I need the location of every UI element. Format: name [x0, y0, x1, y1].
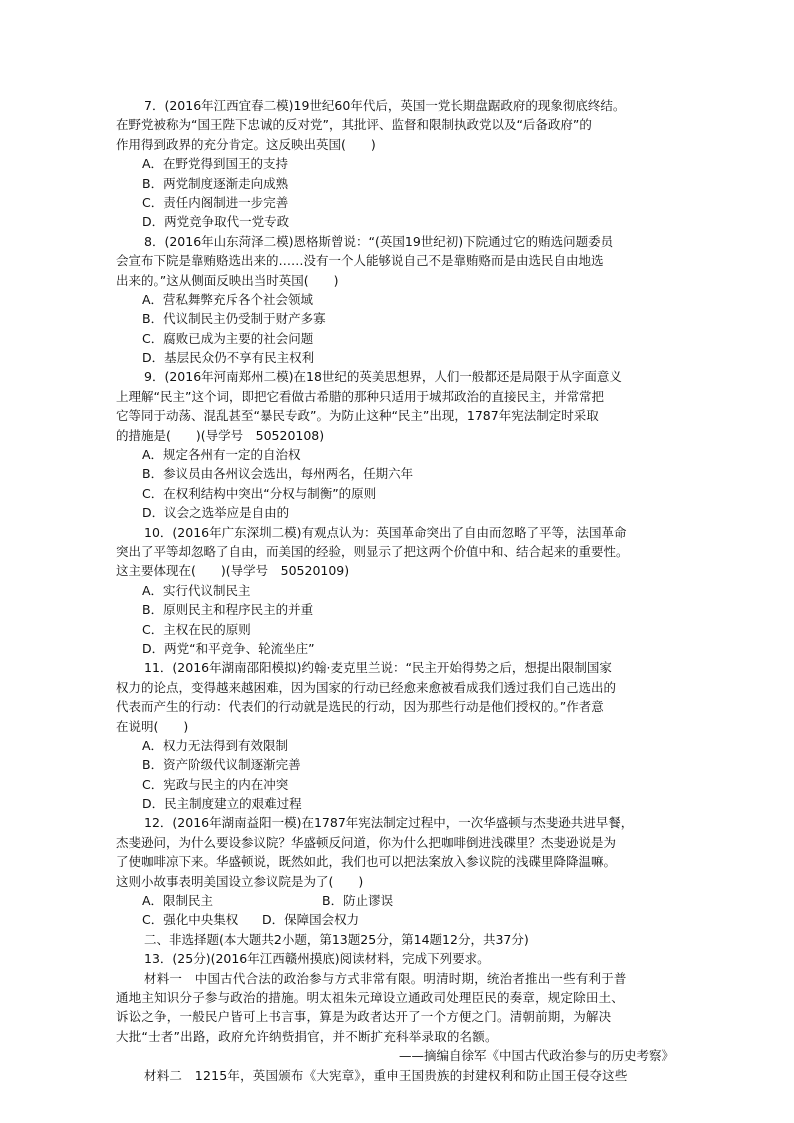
- question-stem-line: 的措施是( )(导学号 50520108): [116, 427, 325, 443]
- option-d: D．两党竞争取代一党专政: [142, 214, 290, 230]
- option-d: D．基层民众仍不享有民主权利: [142, 350, 315, 366]
- question-stem-line: 上理解“民主”这个词，即把它看做古希腊的那种只适用于城邦政治的直接民主，并常常把: [116, 388, 604, 404]
- question-stem-line: 作用得到政界的充分肯定。这反映出英国( ): [116, 136, 376, 152]
- question-stem-line: 10．(2016年广东深圳二模)有观点认为：英国革命突出了自由而忽略了平等，法国革命: [144, 524, 627, 540]
- question-8: [116, 232, 676, 368]
- material-line: 通地主知识分子参与政治的措施。明太祖朱元璋设立通政司处理臣民的奏章，规定除田土、: [116, 989, 625, 1005]
- option-b: B．资产阶级代议制逐渐完善: [142, 757, 301, 773]
- question-stem-line: 代表而产生的行动：代表们的行动就是选民的行动，因为那些行动是他们授权的。”作者意: [116, 699, 604, 715]
- question-stem-line: 在野党被称为“国王陛下忠诚的反对党”，其批评、监督和限制执政党以及“后备政府”的: [116, 117, 592, 133]
- option-d: D．议会之选举应是自由的: [142, 505, 290, 521]
- option-b: B．两党制度逐渐走向成熟: [142, 175, 289, 191]
- option-b: B．代议制民主仍受制于财产多寡: [142, 311, 326, 327]
- option-b: B．参议员由各州议会选出，每州两名，任期六年: [142, 466, 414, 482]
- section-heading: 二、非选择题(本大题共2小题，第13题25分，第14题12分，共37分): [144, 931, 529, 947]
- option-a: A．营私舞弊充斥各个社会领域: [142, 291, 314, 307]
- option-c: C．强化中央集权: [142, 912, 239, 928]
- option-c: C．在权利结构中突出“分权与制衡”的原则: [142, 485, 377, 501]
- question-13: [116, 949, 676, 1085]
- question-stem-line: 权力的论点，变得越来越困难，因为国家的行动已经愈来愈被看成我们透过我们自己选出的: [116, 679, 617, 695]
- option-c: C．主权在民的原则: [142, 621, 251, 637]
- material-line: 材料一 中国古代合法的政治参与方式非常有限。明清时期，统治者推出一些有利于普: [144, 970, 627, 986]
- option-b: B．防止谬误: [322, 893, 394, 909]
- material-line: 材料二 1215年，英国颁布《大宪章》，重申王国贵族的封建权利和防止国王侵夺这些: [144, 1067, 628, 1083]
- question-stem-line: 这则小故事表明美国设立参议院是为了( ): [116, 873, 364, 889]
- question-stem-line: 了使咖啡凉下来。华盛顿说，既然如此，我们也可以把法案放入参议院的浅碟里降降温嘛。: [116, 854, 617, 870]
- question-stem-line: 这主要体现在( )(导学号 50520109): [116, 563, 350, 579]
- option-a: A．规定各州有一定的自治权: [142, 447, 301, 463]
- question-stem-line: 在说明( ): [116, 718, 189, 734]
- material-line: 大批“士者”出路，政府允许纳赀捐官，并不断扩充科举录取的名额。: [116, 1028, 498, 1044]
- option-c: C．责任内阁制进一步完善: [142, 194, 289, 210]
- option-row: [116, 891, 676, 910]
- question-stem-line: 9．(2016年河南郑州二模)在18世纪的英美思想界，人们一般都还是局限于从字面意义: [144, 369, 622, 385]
- question-stem-line: 出来的。”这从侧面反映出当时英国( ): [116, 272, 339, 288]
- question-11: [116, 658, 676, 813]
- question-stem-line: 12．(2016年湖南益阳一模)在1787年宪法制定过程中，一次华盛顿与杰斐逊共进早餐，: [144, 815, 634, 831]
- question-stem-line: 8．(2016年山东菏泽二模)恩格斯曾说：“(英国19世纪初)下院通过它的贿选问题委员: [144, 233, 614, 249]
- option-c: C．宪政与民主的内在冲突: [142, 776, 289, 792]
- question-stem-line: 杰斐逊问，为什么要设参议院？华盛顿反问道，你为什么把咖啡倒进浅碟里？杰斐逊说是为: [116, 834, 617, 850]
- option-a: A．在野党得到国王的支持: [142, 156, 289, 172]
- question-stem-line: 11．(2016年湖南邵阳模拟)约翰·麦克里兰说：“民主开始得势之后，想提出限制国家: [144, 660, 612, 676]
- option-b: B．原则民主和程序民主的并重: [142, 602, 314, 618]
- question-12: [116, 813, 676, 929]
- option-row: [116, 910, 676, 929]
- question-9: [116, 367, 676, 522]
- question-stem-line: 突出了平等却忽略了自由，而美国的经验，则显示了把这两个价值中和、结合起来的重要性。: [116, 543, 629, 559]
- option-a: A．限制民主: [142, 893, 214, 909]
- option-c: C．腐败已成为主要的社会问题: [142, 330, 314, 346]
- question-7: [116, 96, 676, 232]
- question-stem-line: 7．(2016年江西宜春二模)19世纪60年代后，英国一党长期盘踞政府的现象彻底终结。: [144, 98, 626, 113]
- material-line: 诉讼之争，一般民户皆可上书言事，算是为政者达开了一个方便之门。清朝前期，为解决: [116, 1009, 612, 1025]
- question-stem-line: 它等同于动荡、混乱甚至“暴民专政”。为防止这种“民主”出现，1787年宪法制定时采取: [116, 408, 599, 424]
- option-a: A．权力无法得到有效限制: [142, 737, 289, 753]
- option-a: A．实行代议制民主: [142, 582, 251, 598]
- material-source: ——摘编自徐军《中国古代政治参与的历史考察》: [398, 1048, 674, 1064]
- question-stem-line: 会宣布下院是靠贿赂选出来的……没有一个人能够说自己不是靠贿赂而是由选民自由地选: [116, 253, 604, 269]
- question-stem-line: 13．(25分)(2016年江西赣州摸底)阅读材料，完成下列要求。: [144, 951, 490, 967]
- question-10: [116, 523, 676, 659]
- option-d: D．两党“和平竞争、轮流坐庄”: [142, 640, 315, 656]
- page-content: [116, 96, 676, 1085]
- option-d: D．保障国会权力: [262, 912, 360, 928]
- option-d: D．民主制度建立的艰难过程: [142, 796, 302, 812]
